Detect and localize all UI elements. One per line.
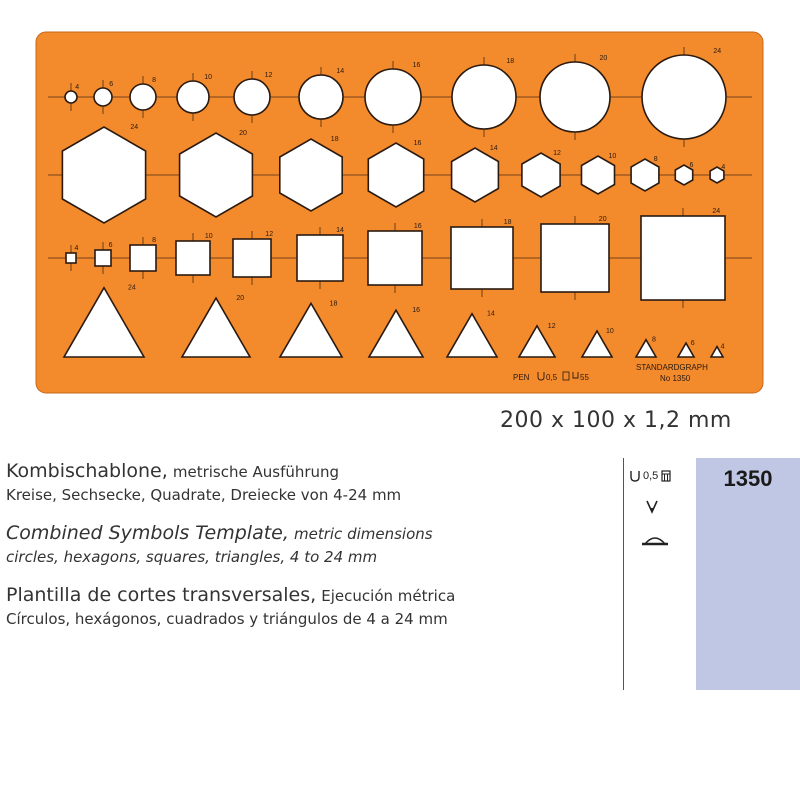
square-cutout [451,227,513,289]
description-title: Kombischablone, [6,460,168,482]
square-size-label: 14 [336,227,344,234]
triangle-size-label: 8 [652,336,656,344]
triangle-size-label: 24 [128,284,136,292]
square-size-label: 6 [108,242,113,249]
description-subtitle: metrische Ausführung [172,463,340,481]
triangle-size-label: 4 [720,343,725,351]
square-cutout [130,245,156,271]
hexagon-size-label: 20 [239,130,247,137]
triangle-size-label: 14 [487,310,495,318]
v-arrow-icon [646,500,658,514]
circle-cutout [65,91,77,103]
pen-cup-icon [630,470,640,482]
hexagon-size-label: 24 [130,124,139,131]
square-size-label: 16 [413,223,422,230]
description-detail: circles, hexagons, squares, triangles, 4 to 24 mm [6,548,378,566]
square-size-label: 12 [265,231,274,238]
pen-nib-icon [661,470,671,482]
hexagon-size-label: 14 [489,145,498,152]
hexagon-size-label: 6 [689,162,694,169]
square-size-label: 20 [598,216,607,223]
square-cutout [95,250,111,266]
model-number-label: No 1350 [660,374,691,383]
pen-size-symbol [630,470,692,482]
triangle-size-label: 18 [329,300,338,308]
descriptions [6,460,606,646]
description-title: Combined Symbols Template, [6,522,289,544]
circle-cutout [177,81,209,113]
product-code: 1350 [723,466,773,491]
circle-size-label: 20 [599,55,608,62]
circle-cutout [365,69,421,125]
square-cutout [176,241,210,275]
description-spanish [6,584,606,628]
square-cutout [368,231,422,285]
circle-size-label: 4 [75,84,80,91]
description-title: Plantilla de cortes transversales, [6,584,317,606]
circle-size-label: 8 [152,77,157,84]
triangle-size-label: 10 [606,328,614,336]
hexagon-size-label: 10 [608,153,617,160]
triangle-size-label: 20 [236,295,245,303]
circle-cutout [452,65,516,129]
description-detail: Círculos, hexágonos, cuadrados y triángulos de 4 a 24 mm [6,610,448,628]
circle-cutout [234,79,270,115]
edge-profile-icon [642,534,668,548]
square-size-label: 4 [74,245,79,252]
square-size-label: 24 [712,208,721,215]
divider-line [623,458,624,690]
circle-size-label: 12 [264,72,273,79]
circle-size-label: 16 [412,62,421,69]
square-cutout [541,224,609,292]
triangle-size-label: 16 [412,307,420,315]
hexagon-size-label: 4 [721,164,726,171]
circle-size-label: 14 [336,68,345,75]
circle-size-label: 10 [204,74,212,81]
pen-size-value: 0,5 [643,470,659,482]
circle-cutout [130,84,156,110]
dimensions-label: 200 x 100 x 1,2 mm [500,408,732,433]
square-cutout [66,253,76,263]
pen-label: PEN [513,373,530,382]
description-german [6,460,606,504]
hexagon-size-label: 16 [413,140,422,147]
square-cutout [297,235,343,281]
description-subtitle: Ejecución métrica [321,587,456,605]
circle-size-label: 6 [109,81,114,88]
circle-cutout [94,88,112,106]
triangle-size-label: 12 [547,322,556,330]
triangle-size-label: 6 [690,340,695,348]
square-size-label: 8 [152,237,157,244]
hexagon-size-label: 8 [653,156,658,163]
hexagon-size-label: 12 [553,150,561,157]
square-cutout [641,216,725,300]
square-cutout [233,239,271,277]
pen-value-2: 55 [580,373,589,382]
circle-cutout [299,75,343,119]
square-size-label: 10 [204,233,213,240]
product-code-box [696,458,800,690]
symbols-column [630,470,692,482]
pen-value-1: 0,5 [546,373,558,382]
description-subtitle: metric dimensions [294,525,433,543]
circle-size-label: 24 [713,48,722,55]
circle-cutout [642,55,726,139]
brand-label: STANDARDGRAPH [636,363,708,372]
description-english [6,522,606,566]
description-detail: Kreise, Sechsecke, Quadrate, Dreiecke von 4-24 mm [6,486,402,504]
hexagon-cutout [631,159,659,191]
square-size-label: 18 [503,219,512,226]
circle-size-label: 18 [506,58,515,65]
hexagon-size-label: 18 [330,136,339,143]
circle-cutout [540,62,610,132]
